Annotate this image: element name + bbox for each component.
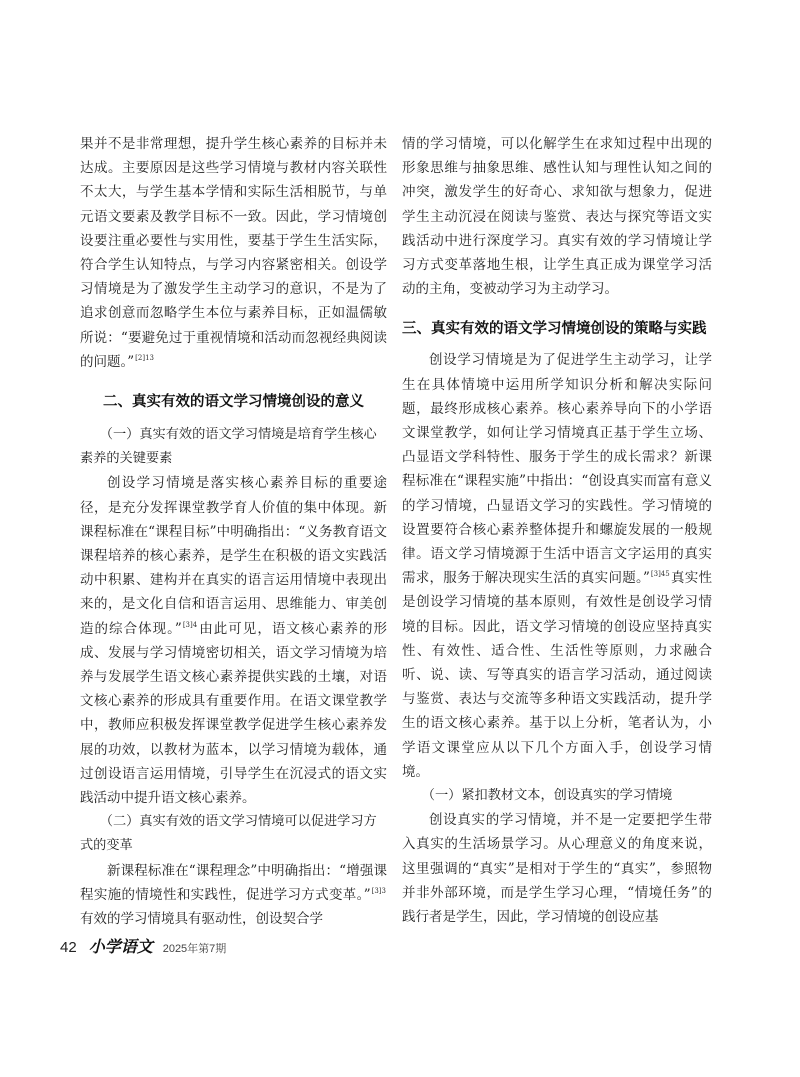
right-column	[402, 132, 712, 929]
issue-label: 2025年第7期	[162, 943, 227, 955]
citation: [2]13	[135, 353, 154, 362]
paragraph: 创设学习情境是落实核心素养目标的重要途径，是充分发挥课堂教学育人价值的集中体现。新课程标准在“课程目标”中明确指出：“义务教育语文课程培养的核心素养，是学生在积极的语文实践活动中积累、建构并在真实的语言运用情境中表现出来的，是文化自信和语言运用、思维能力、审美创造的综合体现。”$^{[3]4}$由此可见，语文核心素养的形成、发展与学习情境密切相关，语文学习情境为培养与发展学生语文核心素养提供实践的土壤，对语文核心素养的形成具有重要作用。在语文课堂教学中，教师应积极发挥课堂教学促进学生核心素养发展的功效，以教材为蓝本，以学习情境为载体，通过创设语言运用情境，引导学生在沉浸式的语文实践活动中提升语文核心素养。	[80, 475, 388, 807]
paragraph: 创设真实的学习情境，并不是一定要把学生带入真实的生活场景学习。从心理意义的角度来说，这里强调的“真实”是相对于学生的“真实”，参照物并非外部环境，而是学生学习心理，“情境任务”的践行者是学生，因此，学习情境的创设应基	[402, 812, 712, 926]
section-heading-3: 三、真实有效的语文学习情境创设的策略与实践	[402, 321, 707, 338]
paragraph: 果并不是非常理想，提升学生核心素养的目标并未达成。主要原因是这些学习情境与教材内容关联性不太大，与学生基本学情和实际生活相脱节，与单元语文要素及教学目标不一致。因此，学习情境创设要注重必要性与实用性，要基于学生生活实际，符合学生认知特点，与学习内容紧密相关。创设学习情境是为了激发学生主动学习的意识，不是为了追求创意而忽略学生本位与素养目标，正如温儒敏所说：“要避免过于重视情境和活动而忽视经典阅读的问题。”$^{[2]13}$	[80, 136, 387, 370]
subsection-heading-2-2: （二）真实有效的语文学习情境可以促进学习方式的变革	[80, 814, 377, 854]
paragraph: 新课程标准在“课程理念”中明确指出：“增强课程实施的情境性和实践性，促进学习方式变革。”$^{[3]3}$有效的学习情境具有驱动性，创设契合学	[80, 862, 387, 928]
subsection-heading-2-1: （一）真实有效的语文学习情境是培育学生核心素养的关键要素	[80, 427, 377, 467]
page-footer	[60, 934, 226, 957]
subsection-heading-3-1: （一）紧扣教材文本，创设真实的学习情境	[421, 788, 673, 804]
citation: [3]3	[371, 886, 386, 895]
citation: [3]4	[182, 620, 198, 629]
left-column	[80, 132, 387, 931]
citation: [3]45	[650, 570, 670, 579]
journal-name: 小学语文	[88, 937, 153, 956]
page-number: 42	[60, 939, 77, 956]
paragraph: 情的学习情境，可以化解学生在求知过程中出现的形象思维与抽象思维、感性认知与理性认知之间的冲突，激发学生的好奇心、求知欲与想象力，促进学生主动沉浸在阅读与鉴赏、表达与探究等语文实践活动中进行深度学习。真实有效的学习情境让学习方式变革落地生根，让学生真正成为课堂学习活动的主角，变被动学习为主动学习。	[402, 136, 712, 298]
section-heading-2: 二、真实有效的语文学习情境创设的意义	[103, 394, 364, 411]
paragraph: 创设学习情境是为了促进学生主动学习，让学生在具体情境中运用所学知识分析和解决实际问题，最终形成核心素养。核心素养导向下的小学语文课堂教学，如何让学习情境真正基于学生立场、凸显语文学科特性、服务于学生的成长需求？新课程标准在“课程实施”中指出：“创设真实而富有意义的学习情境，凸显语文学习的实践性。学习情境的设置要符合核心素养整体提升和螺旋发展的一般规律。语文学习情境源于生活中语言文字运用的真实需求，服务于解决现实生活的真实问题。”$^{[3]45}$真实性是创设学习情境的基本原则，有效性是创设学习情境的目标。因此，语文学习情境的创设应坚持真实性、有效性、适合性、生活性等原则，力求融合听、说、读、写等真实的语言学习活动，通过阅读与鉴赏、表达与交流等多种语文实践活动，提升学生的语文核心素养。基于以上分析，笔者认为，小学语文课堂应从以下几个方面入手，创设学习情境。	[402, 352, 713, 780]
